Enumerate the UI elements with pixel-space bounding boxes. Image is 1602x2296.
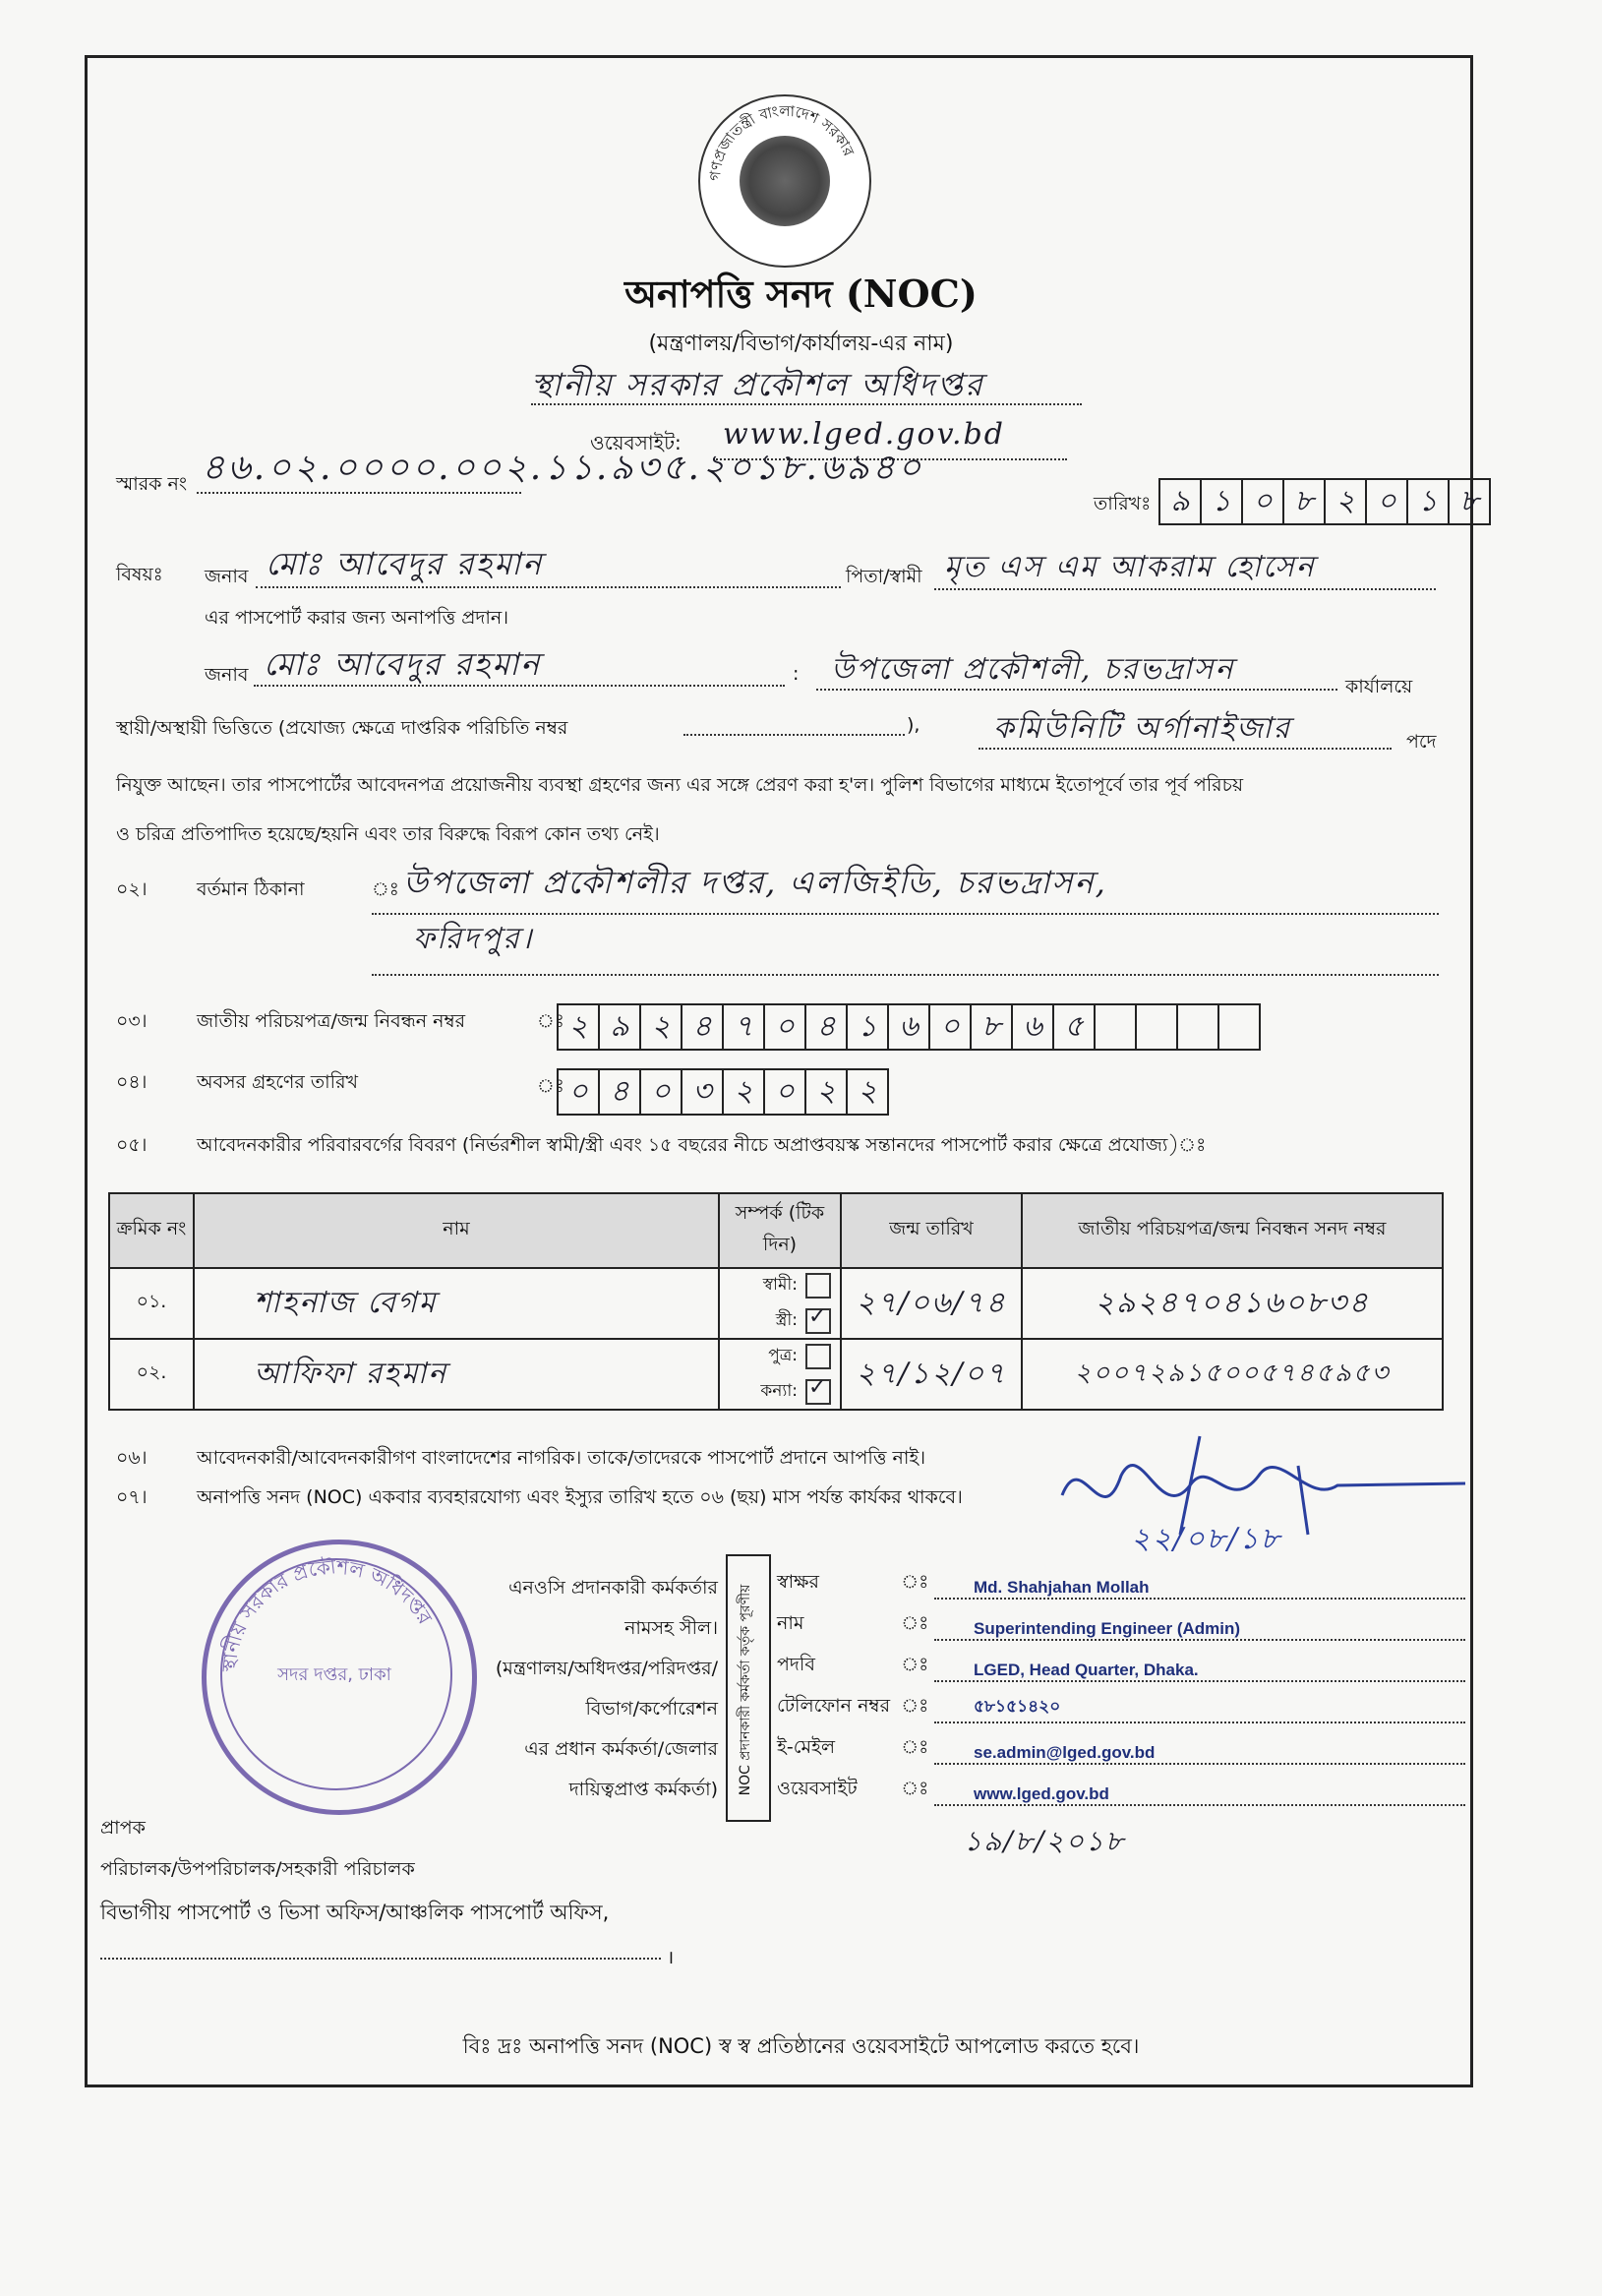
recipient-line-3 xyxy=(100,1958,661,1960)
address-line-2-rule xyxy=(372,974,1439,976)
address-line-1: উপজেলা প্রকৌশলীর দপ্তর, এলজিইডি, চরভদ্রাসন, xyxy=(403,864,1107,901)
vertical-label-box xyxy=(726,1554,771,1822)
row-dob: ২৭/০৬/৭৪ xyxy=(841,1268,1022,1339)
nid-digit-box: ৪ xyxy=(682,1005,724,1049)
ministry-subtitle: (মন্ত্রণালয়/বিভাগ/কার্যালয়-এর নাম) xyxy=(648,332,954,356)
permanent-line: স্থায়ী/অস্থায়ী ভিত্তিতে (প্রযোজ্য ক্ষেত্রে দাপ্তরিক পরিচিতি নম্বর xyxy=(116,717,568,739)
nid-digit-box: ০ xyxy=(765,1005,806,1049)
retire-date-digit: ০ xyxy=(765,1070,806,1114)
memo-date-digit: ১ xyxy=(1408,480,1450,523)
memo-label: স্মারক নং xyxy=(116,473,188,495)
retire-label: অবসর গ্রহণের তারিখ xyxy=(197,1071,359,1093)
relation-checkbox-b[interactable] xyxy=(805,1308,831,1334)
nid-boxes xyxy=(557,1003,1261,1051)
address-line-2: ফরিদপুর। xyxy=(413,922,534,956)
officer-field-label: ওয়েবসাইট xyxy=(777,1778,858,1799)
officer-field-value: www.lged.gov.bd xyxy=(934,1784,1465,1806)
retire-date-digit: ০ xyxy=(641,1070,682,1114)
memo-date-digit: ১ xyxy=(1202,480,1243,523)
relation-checkbox-a[interactable] xyxy=(805,1344,831,1369)
svg-text:গণপ্রজাতন্ত্রী বাংলাদেশ সরকার: গণপ্রজাতন্ত্রী বাংলাদেশ সরকার xyxy=(705,101,859,182)
memo-date-digit: ০ xyxy=(1367,480,1408,523)
memo-date-digit: ৯ xyxy=(1160,480,1202,523)
header-relation: সম্পর্ক (টিক দিন) xyxy=(719,1193,841,1268)
applicant-name: মোঃ আবেদুর রহমান xyxy=(266,545,544,582)
colon: ঃ xyxy=(901,1654,929,1675)
colon: : xyxy=(793,663,800,685)
item-number-04: ০৪। xyxy=(116,1071,148,1093)
table-row xyxy=(109,1268,1443,1339)
retire-date-digit: ৪ xyxy=(600,1070,641,1114)
declaration-06: আবেদনকারী/আবেদনকারীগণ বাংলাদেশের নাগরিক। তাকে/তাদেরকে পাসপোর্ট প্রদানে আপত্তি নাই। xyxy=(197,1447,926,1469)
row-serial: ০১. xyxy=(109,1268,194,1339)
item-number-07: ০৭। xyxy=(116,1486,148,1508)
government-emblem xyxy=(698,94,871,268)
colon: ঃ xyxy=(901,1695,929,1717)
initial-date: ১৯/৮/২০১৮ xyxy=(964,1825,1126,1857)
officer-field-label: স্বাক্ষর xyxy=(777,1571,819,1593)
designation-suffix: পদে xyxy=(1406,731,1437,753)
office-seal xyxy=(202,1540,477,1815)
website-value: www.lged.gov.bd xyxy=(723,417,1005,452)
family-table-header xyxy=(109,1193,1443,1268)
relation-option-b: কন্যা: xyxy=(760,1381,798,1401)
subject-label: বিষয়ঃ xyxy=(116,564,163,585)
nid-digit-box xyxy=(1219,1005,1259,1049)
item-number-05: ০৫। xyxy=(116,1134,148,1156)
nid-digit-box: ৬ xyxy=(889,1005,930,1049)
office-place: উপজেলা প্রকৌশলী, চরভদ্রাসন xyxy=(831,652,1235,687)
memo-date-digit: ৮ xyxy=(1284,480,1326,523)
officer-field-row xyxy=(777,1558,1465,1600)
subject-sir-label: জনাব xyxy=(205,566,249,587)
family-label: আবেদনকারীর পরিবারবর্গের বিবরণ (নির্ভরশীল স্বামী/স্ত্রী এবং ১৫ বছরের নীচে অপ্রাপ্তবয়স্ক সন্তানদের পাসপোর্ট করার ক্ষেত্রে প্রযোজ্য)ঃ xyxy=(197,1134,1207,1156)
relation-option-a: পুত্র: xyxy=(768,1346,798,1365)
nid-digit-box: ১ xyxy=(848,1005,889,1049)
seal-center-text: সদর দপ্তর, ঢাকা xyxy=(277,1664,391,1685)
permanent-close: ), xyxy=(907,714,920,736)
header-dob: জন্ম তারিখ xyxy=(841,1193,1022,1268)
colon: ঃ xyxy=(901,1612,929,1634)
svg-text:স্থানীয় সরকার প্রকৌশল অধিদপ্ত: স্থানীয় সরকার প্রকৌশল অধিদপ্তর xyxy=(216,1554,438,1673)
father-name-line xyxy=(934,588,1436,590)
officer-field-row xyxy=(777,1682,1465,1723)
body-para-2: নিযুক্ত আছেন। তার পাসপোর্টের আবেদনপত্র প্রয়োজনীয় ব্যবস্থা গ্রহণের জন্য এর সঙ্গে প্রেরণ করা হ'ল। পুলিশ বিভাগের মাধ্যমে ইতোপূর্বে তার পূর্ব পরিচয় xyxy=(116,774,1244,796)
colon: ঃ xyxy=(537,1075,564,1097)
recipient-line-3-end: । xyxy=(667,1947,675,1968)
officer-left-1: এনওসি প্রদানকারী কর্মকর্তার xyxy=(508,1577,718,1599)
memo-date-boxes xyxy=(1158,478,1491,525)
date-label: তারিখঃ xyxy=(1094,493,1152,514)
relation-option-b: স্ত্রী: xyxy=(775,1310,798,1330)
officer-field-label: নাম xyxy=(777,1612,804,1634)
page-title xyxy=(0,266,1602,329)
row-nid: ২৯২৪৭০৪১৬০৮৩৪ xyxy=(1022,1268,1443,1339)
officer-field-value: Md. Shahjahan Mollah xyxy=(934,1578,1465,1600)
officer-left-4: বিভাগ/কর্পোরেশন xyxy=(585,1698,718,1720)
recipient-line-1: পরিচালক/উপপরিচালক/সহকারী পরিচালক xyxy=(100,1858,415,1880)
footer-note: বিঃ দ্রঃ অনাপত্তি সনদ (NOC) স্ব স্ব প্রতিষ্ঠানের ওয়েবসাইটে আপলোড করতে হবে। xyxy=(462,2034,1140,2058)
row-name: আফিফা রহমান xyxy=(194,1339,719,1410)
relation-option-a: স্বামী: xyxy=(762,1275,798,1295)
body-name-line xyxy=(254,685,785,687)
officer-field-label: টেলিফোন নম্বর xyxy=(777,1695,891,1717)
emblem-ring-text xyxy=(700,96,869,266)
office-suffix: কার্যালয়ে xyxy=(1345,676,1413,697)
memo-date-digit: ৮ xyxy=(1459,483,1479,518)
officer-field-row xyxy=(777,1641,1465,1682)
colon: ঃ xyxy=(901,1736,929,1758)
office-name: স্থানীয় সরকার প্রকৌশল অধিদপ্তর xyxy=(531,366,984,403)
official-id-line xyxy=(683,734,905,736)
officer-field-value: ৫৮১৫১৪২০ xyxy=(934,1694,1465,1723)
relation-checkbox-b[interactable] xyxy=(805,1379,831,1405)
colon: ঃ xyxy=(537,1010,564,1032)
recipient-line-2: বিভাগীয় পাসপোর্ট ও ভিসা অফিস/আঞ্চলিক পাসপোর্ট অফিস, xyxy=(100,1901,610,1924)
officer-fields xyxy=(777,1558,1465,1806)
officer-field-value: LGED, Head Quarter, Dhaka. xyxy=(934,1661,1465,1682)
family-table xyxy=(108,1192,1444,1411)
row-name: শাহনাজ বেগম xyxy=(194,1268,719,1339)
vertical-label: NOC প্রদানকারী কর্মকর্তা কর্তৃক পূরণীয় xyxy=(738,1584,753,1796)
row-nid: ২০০৭২৯১৫০০৫৭৪৫৯৫৩ xyxy=(1022,1339,1443,1410)
header-name: নাম xyxy=(194,1193,719,1268)
nid-digit-box xyxy=(1178,1005,1219,1049)
website-label: ওয়েবসাইট: xyxy=(590,431,682,454)
officer-field-value: se.admin@lged.gov.bd xyxy=(934,1743,1465,1765)
retire-date-digit: ২ xyxy=(806,1070,848,1114)
colon: ঃ xyxy=(901,1778,929,1799)
father-name: মৃত এস এম আকরাম হোসেন xyxy=(944,550,1316,584)
recipient-label: প্রাপক xyxy=(100,1817,146,1839)
nid-digit-box: ২ xyxy=(559,1005,600,1049)
officer-field-row xyxy=(777,1723,1465,1765)
row-relation xyxy=(719,1268,841,1339)
father-label: পিতা/স্বামী xyxy=(846,566,922,587)
officer-left-2: নামসহ সীল। xyxy=(624,1617,718,1639)
body-sir-label: জনাব xyxy=(205,664,249,686)
header-nid: জাতীয় পরিচয়পত্র/জন্ম নিবন্ধন সনদ নম্বর xyxy=(1022,1193,1443,1268)
nid-digit-box: ৭ xyxy=(724,1005,765,1049)
officer-field-row xyxy=(777,1765,1465,1806)
officer-field-label: পদবি xyxy=(777,1654,815,1675)
memo-number: ৪৬.০২.০০০০.০০২.১১.৯৩৫.২০১৮.৬৯৪০ xyxy=(202,448,924,488)
item-number-06: ০৬। xyxy=(116,1447,148,1469)
memo-date-digit: ০ xyxy=(1243,480,1284,523)
address-label: বর্তমান ঠিকানা xyxy=(197,878,305,900)
nid-digit-box: ৫ xyxy=(1054,1005,1096,1049)
declaration-07: অনাপত্তি সনদ (NOC) একবার ব্যবহারযোগ্য এবং ইস্যুর তারিখ হতে ০৬ (ছয়) মাস পর্যন্ত কার্যকর থাকবে। xyxy=(197,1486,963,1508)
nid-digit-box: ২ xyxy=(641,1005,682,1049)
designation-line xyxy=(979,748,1392,750)
retire-date-boxes xyxy=(557,1068,889,1116)
officer-left-6: দায়িত্বপ্রাপ্ত কর্মকর্তা) xyxy=(568,1779,718,1800)
applicant-name-line xyxy=(256,586,841,588)
retire-date-digit: ২ xyxy=(858,1073,877,1109)
colon: ঃ xyxy=(901,1571,929,1593)
item-number-02: ০২। xyxy=(116,878,148,900)
item-number-03: ০৩। xyxy=(116,1010,148,1032)
officer-field-row xyxy=(777,1600,1465,1641)
row-relation xyxy=(719,1339,841,1410)
header-serial: ক্রমিক নং xyxy=(109,1193,194,1268)
designation: কমিউনিটি অর্গানাইজার xyxy=(993,711,1292,746)
row-dob: ২৭/১২/০৭ xyxy=(841,1339,1022,1410)
nid-digit-box xyxy=(1096,1005,1137,1049)
office-name-line xyxy=(531,403,1082,405)
officer-left-3: (মন্ত্রণালয়/অধিদপ্তর/পরিদপ্তর/ xyxy=(495,1658,718,1679)
retire-date-digit: ২ xyxy=(724,1070,765,1114)
officer-field-value: Superintending Engineer (Admin) xyxy=(934,1619,1465,1641)
title-english: (NOC) xyxy=(845,272,978,316)
colon: ঃ xyxy=(372,878,399,900)
body-para-3: ও চরিত্র প্রতিপাদিত হয়েছে/হয়নি এবং তার বিরুদ্ধে বিরূপ কোন তথ্য নেই। xyxy=(116,823,660,845)
title-bengali: অনাপত্তি সনদ xyxy=(624,272,833,316)
nid-digit-box: ৪ xyxy=(806,1005,848,1049)
nid-digit-box xyxy=(1137,1005,1178,1049)
subject-line2: এর পাসপোর্ট করার জন্য অনাপত্তি প্রদান। xyxy=(205,607,509,629)
memo-line xyxy=(197,492,521,494)
row-serial: ০২. xyxy=(109,1339,194,1410)
office-place-line xyxy=(816,689,1337,691)
retire-date-digit: ০ xyxy=(559,1070,600,1114)
signature-date: ২২/০৮/১৮ xyxy=(1131,1522,1282,1556)
nid-digit-box: ০ xyxy=(930,1005,972,1049)
officer-left-5: এর প্রধান কর্মকর্তা/জেলার xyxy=(524,1738,718,1760)
officer-left-block xyxy=(462,1568,718,1810)
table-row xyxy=(109,1339,1443,1410)
nid-label: জাতীয় পরিচয়পত্র/জন্ম নিবন্ধন নম্বর xyxy=(197,1010,466,1032)
officer-field-label: ই-মেইল xyxy=(777,1736,836,1758)
relation-checkbox-a[interactable] xyxy=(805,1273,831,1299)
retire-date-digit: ৩ xyxy=(682,1070,724,1114)
nid-digit-box: ৬ xyxy=(1013,1005,1054,1049)
nid-digit-box: ৮ xyxy=(972,1005,1013,1049)
memo-date-digit: ২ xyxy=(1326,480,1367,523)
nid-digit-box: ৯ xyxy=(600,1005,641,1049)
body-name: মোঃ আবেদুর রহমান xyxy=(264,645,542,683)
